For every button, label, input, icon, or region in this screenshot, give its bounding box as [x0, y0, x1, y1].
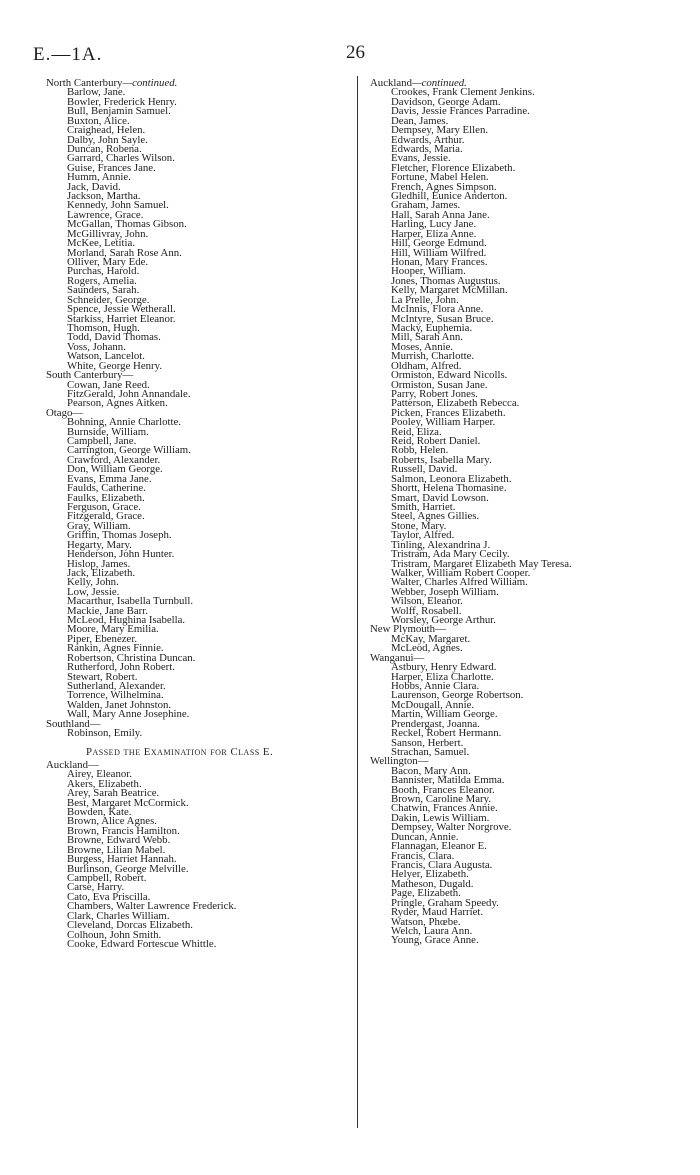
- candidate-name: Faulks, Elizabeth.: [67, 491, 145, 504]
- candidate-name: Wilson, Eleanor.: [391, 595, 463, 608]
- candidate-name: Reckel, Robert Hermann.: [391, 727, 502, 740]
- candidate-name: Cowan, Jane Reed.: [67, 378, 150, 391]
- candidate-name: Flannagan, Eleanor E.: [391, 840, 487, 853]
- candidate-name: Griffin, Thomas Joseph.: [67, 529, 172, 542]
- candidate-name: Crawford, Alexander.: [67, 453, 161, 466]
- candidate-name: Russell, David.: [391, 463, 458, 476]
- candidate-name: Jack, David.: [67, 180, 121, 193]
- candidate-name: Fortune, Mabel Helen.: [391, 171, 489, 184]
- candidate-name: Crookes, Frank Clement Jenkins.: [391, 86, 535, 99]
- candidate-name: Hislop, James.: [67, 557, 131, 570]
- candidate-name: Faulds, Catherine.: [67, 482, 146, 495]
- candidate-name: Evans, Jessie.: [391, 152, 451, 165]
- candidate-name: Rankin, Agnes Finnie.: [67, 642, 164, 655]
- candidate-name: Morland, Sarah Rose Ann.: [67, 246, 182, 259]
- candidate-name: Hall, Sarah Anna Jane.: [391, 208, 490, 221]
- candidate-name: Duncan, Robena.: [67, 142, 142, 155]
- candidate-name: Pooley, William Harper.: [391, 416, 496, 429]
- candidate-name: Gledhill, Eunice Anderton.: [391, 190, 508, 203]
- candidate-name: Robertson, Christina Duncan.: [67, 651, 196, 664]
- candidate-name: Bohning, Annie Charlotte.: [67, 416, 181, 429]
- candidate-name: Stone, Mary.: [391, 519, 447, 532]
- candidate-name: Barlow, Jane.: [67, 86, 126, 99]
- candidate-name: Salmon, Leonora Elizabeth.: [391, 472, 512, 485]
- candidate-name: Robb, Helen.: [391, 444, 449, 457]
- candidate-name: Henderson, John Hunter.: [67, 548, 175, 561]
- candidate-name: Stewart, Robert.: [67, 670, 138, 683]
- candidate-name: Bacon, Mary Ann.: [391, 764, 471, 777]
- candidate-name: Lawrence, Grace.: [67, 208, 144, 221]
- candidate-name: Ryder, Maud Harriet.: [391, 906, 484, 919]
- candidate-name: Mackie, Jane Barr.: [67, 604, 148, 617]
- candidate-name: Murrish, Charlotte.: [391, 350, 475, 363]
- right-column: [370, 79, 572, 946]
- candidate-name: Steel, Agnes Gillies.: [391, 510, 480, 523]
- candidate-name: Cato, Eva Priscilla.: [67, 890, 151, 903]
- candidate-name: Oldham, Alfred.: [391, 359, 462, 372]
- candidate-name: Davis, Jessie Frances Parradine.: [391, 105, 530, 118]
- candidate-name: Gray, William.: [67, 519, 131, 532]
- candidate-name: Ormiston, Edward Nicolls.: [391, 369, 508, 382]
- candidate-name: Colhoun, John Smith.: [67, 928, 162, 941]
- candidate-name: Harper, Eliza Anne.: [391, 227, 477, 240]
- column-divider: [357, 76, 358, 1128]
- region-name: Auckland: [370, 77, 412, 89]
- candidate-name: Chambers, Walter Lawrence Frederick.: [67, 900, 237, 913]
- candidate-name: Kennedy, John Samuel.: [67, 199, 169, 212]
- candidate-name: Rutherford, John Robert.: [67, 661, 175, 674]
- candidate-name: Jackson, Martha.: [67, 190, 141, 203]
- candidate-name: Jones, Thomas Augustus.: [391, 274, 501, 287]
- candidate-name: Starkiss, Harriet Eleanor.: [67, 312, 176, 325]
- candidate-name: Akers, Elizabeth.: [67, 777, 142, 790]
- candidate-name: Walden, Janet Johnston.: [67, 698, 172, 711]
- candidate-name: Matheson, Dugald.: [391, 877, 474, 890]
- candidate-name: Buxton, Alice.: [67, 114, 130, 127]
- candidate-name: McGallan, Thomas Gibson.: [67, 218, 187, 231]
- candidate-name: Dempsey, Walter Norgrove.: [391, 821, 512, 834]
- candidate-name: Hobbs, Annie Clara.: [391, 680, 480, 692]
- candidate-name: Todd, David Thomas.: [67, 331, 161, 344]
- candidate-name: Dean, James.: [391, 114, 449, 127]
- region-name: New Plymouth—: [370, 623, 446, 636]
- candidate-name: Browne, Lilian Mabel.: [67, 843, 166, 856]
- candidate-name: McLeod, Agnes.: [391, 642, 463, 655]
- candidate-name: McKee, Letitia.: [67, 237, 136, 250]
- candidate-name: Best, Margaret McCormick.: [67, 796, 189, 809]
- candidate-name: Roberts, Isabella Mary.: [391, 453, 492, 466]
- candidate-name: Tinling, Alexandrina J.: [391, 538, 491, 551]
- candidate-name: Worsley, George Arthur.: [391, 614, 496, 627]
- candidate-name: Airey, Eleanor.: [67, 768, 132, 781]
- candidate-name: McKay, Margaret.: [391, 632, 471, 645]
- candidate-name: Guise, Frances Jane.: [67, 161, 156, 174]
- candidate-name: Patterson, Elizabeth Rebecca.: [391, 397, 520, 410]
- candidate-name: FitzGerald, John Annandale.: [67, 387, 191, 400]
- region-name: South Canterbury—: [46, 369, 134, 382]
- candidate-name: Hill, George Edmund.: [391, 237, 487, 250]
- candidate-name: Dalby, John Sayle.: [67, 133, 148, 146]
- candidate-name: Tristram, Ada Mary Cecily.: [391, 548, 510, 561]
- candidate-name: Edwards, Maria.: [391, 142, 463, 155]
- candidate-name: Helyer, Elizabeth.: [391, 868, 469, 881]
- candidate-name: McGillivray, John.: [67, 227, 149, 240]
- candidate-name: Bowden, Kate.: [67, 806, 132, 819]
- document-series: E.—1A.: [33, 44, 103, 65]
- candidate-name: Saunders, Sarah.: [67, 284, 140, 297]
- region-continued: —continued.: [122, 77, 178, 89]
- candidate-name: Bannister, Matilda Emma.: [391, 774, 505, 787]
- candidate-name: Astbury, Henry Edward.: [391, 661, 497, 674]
- candidate-name: Hegarty, Mary.: [67, 538, 132, 551]
- region-name: Wanganui—: [370, 651, 425, 664]
- candidate-name: Rogers, Amelia.: [67, 274, 137, 287]
- candidate-name: Mill, Sarah Ann.: [391, 331, 463, 344]
- candidate-name: Macky, Euphemia.: [391, 321, 473, 334]
- candidate-name: Burnside, William.: [67, 425, 149, 438]
- candidate-name: Campbell, Jane.: [67, 435, 137, 448]
- candidate-name: Harper, Eliza Charlotte.: [391, 670, 494, 683]
- candidate-name: Robinson, Emily.: [67, 727, 143, 740]
- candidate-name: Wall, Mary Anne Josephine.: [67, 708, 190, 721]
- candidate-name: Hooper, William.: [391, 265, 466, 278]
- candidate-name: Burgess, Harriet Hannah.: [67, 853, 177, 866]
- candidate-name: Reid, Robert Daniel.: [391, 435, 481, 448]
- region-name: Auckland—: [46, 758, 99, 771]
- candidate-name: Edwards, Arthur.: [391, 133, 465, 146]
- candidate-name: Bowler, Frederick Henry.: [67, 95, 177, 108]
- candidate-name: Honan, Mary Frances.: [391, 256, 488, 269]
- candidate-name: Carrington, George William.: [67, 444, 191, 457]
- candidate-name: Piper, Ebenezer.: [67, 632, 138, 645]
- candidate-name: Browne, Edward Webb.: [67, 834, 171, 847]
- candidate-name: Sutherland, Alexander.: [67, 680, 166, 692]
- candidate-name: McIntyre, Susan Bruce.: [391, 312, 494, 325]
- candidate-name: Watson, Lancelot.: [67, 350, 145, 363]
- candidate-name: Prendergast, Joanna.: [391, 717, 480, 730]
- candidate-name: La Prelle, John.: [391, 293, 459, 306]
- candidate-name: Don, William George.: [67, 463, 163, 476]
- candidate-name: Kelly, John.: [67, 576, 119, 589]
- candidate-name: Booth, Frances Eleanor.: [391, 783, 495, 796]
- candidate-name: Humm, Annie.: [67, 171, 131, 184]
- candidate-name: Tristram, Margaret Elizabeth May Teresa.: [391, 557, 572, 570]
- candidate-name: Walter, Charles Alfred William.: [391, 576, 528, 589]
- candidate-name: Dempsey, Mary Ellen.: [391, 124, 489, 137]
- candidate-name: Purchas, Harold.: [67, 265, 140, 278]
- region-name: Otago—: [46, 406, 84, 419]
- candidate-name: Olliver, Mary Ede.: [67, 256, 149, 269]
- candidate-name: Page, Elizabeth.: [391, 887, 461, 900]
- candidate-name: Harling, Lucy Jane.: [391, 218, 477, 231]
- candidate-name: Taylor, Alfred.: [391, 529, 455, 542]
- candidate-name: McDougall, Annie.: [391, 698, 475, 711]
- region-continued: —continued.: [411, 77, 467, 89]
- candidate-name: Spence, Jessie Wetherall.: [67, 303, 176, 316]
- candidate-name: Brown, Caroline Mary.: [391, 793, 492, 806]
- candidate-name: Duncan, Annie.: [391, 830, 459, 843]
- candidate-name: Picken, Frances Elizabeth.: [391, 406, 506, 419]
- candidate-name: Bull, Benjamin Samuel.: [67, 105, 171, 118]
- region-name: Southland—: [46, 717, 101, 730]
- candidate-name: Dakin, Lewis William.: [391, 811, 490, 824]
- region-name: Wellington—: [370, 755, 429, 768]
- candidate-name: Parry, Robert Jones.: [391, 387, 478, 400]
- candidate-name: Welch, Laura Ann.: [391, 924, 473, 937]
- candidate-name: Francis, Clara.: [391, 849, 455, 862]
- candidate-name: Kelly, Margaret McMillan.: [391, 284, 508, 297]
- candidate-name: Craighead, Helen.: [67, 124, 146, 137]
- candidate-name: Laurenson, George Robertson.: [391, 689, 524, 702]
- candidate-name: Schneider, George.: [67, 293, 150, 306]
- candidate-name: Ormiston, Susan Jane.: [391, 378, 488, 391]
- candidate-name: Reid, Eliza.: [391, 425, 442, 438]
- candidate-name: Young, Grace Anne.: [391, 934, 479, 947]
- candidate-name: Jack, Elizabeth.: [67, 566, 136, 579]
- candidate-name: White, George Henry.: [67, 359, 163, 372]
- candidate-name: Thomson, Hugh.: [67, 321, 140, 334]
- candidate-name: Pringle, Graham Speedy.: [391, 896, 499, 909]
- candidate-name: Sanson, Herbert.: [391, 736, 464, 749]
- candidate-name: Campbell, Robert.: [67, 872, 147, 885]
- candidate-name: Garrard, Charles Wilson.: [67, 152, 175, 165]
- candidate-name: Carse, Harry.: [67, 881, 125, 894]
- candidate-name: Torrence, Wilhelmina.: [67, 689, 164, 702]
- page-number: 26: [346, 42, 365, 63]
- candidate-name: Graham, James.: [391, 199, 461, 212]
- candidate-name: McLeod, Hughina Isabella.: [67, 614, 186, 627]
- candidate-name: Hill, William Wilfred.: [391, 246, 487, 259]
- candidate-name: Fitzgerald, Grace.: [67, 510, 145, 523]
- candidate-name: Walker, William Robert Cooper.: [391, 566, 531, 579]
- candidate-name: Moore, Mary Emilia.: [67, 623, 159, 636]
- region-name: North Canterbury: [46, 77, 123, 89]
- candidate-name: Strachan, Samuel.: [391, 745, 470, 758]
- candidate-name: Chatwin, Frances Annie.: [391, 802, 498, 815]
- candidate-name: Fletcher, Florence Elizabeth.: [391, 161, 516, 174]
- section-heading: Passed the Examination for Class E.: [86, 745, 274, 758]
- candidate-name: Brown, Alice Agnes.: [67, 815, 157, 828]
- candidate-name: Clark, Charles William.: [67, 909, 170, 922]
- candidate-name: Low, Jessie.: [67, 585, 120, 598]
- candidate-name: French, Agnes Simpson.: [391, 180, 497, 193]
- candidate-name: Wolff, Rosabell.: [391, 604, 462, 617]
- candidate-name: Francis, Clara Augusta.: [391, 859, 493, 872]
- candidate-name: Pearson, Agnes Aitken.: [67, 397, 168, 410]
- candidate-name: Arey, Sarah Beatrice.: [67, 787, 160, 800]
- candidate-name: Davidson, George Adam.: [391, 95, 501, 108]
- left-column: [46, 79, 273, 949]
- candidate-name: Watson, Phœbe.: [391, 915, 461, 928]
- candidate-name: Ferguson, Grace.: [67, 500, 141, 513]
- candidate-name: Shortt, Helena Thomasine.: [391, 482, 507, 495]
- candidate-name: Martin, William George.: [391, 708, 498, 721]
- candidate-name: Burlinson, George Melville.: [67, 862, 189, 875]
- candidate-name: Cleveland, Dorcas Elizabeth.: [67, 919, 193, 932]
- candidate-name: Brown, Francis Hamilton.: [67, 824, 180, 837]
- candidate-name: Voss, Johann.: [67, 340, 126, 353]
- candidate-name: Webber, Joseph William.: [391, 585, 499, 598]
- candidate-name: McInnis, Flora Anne.: [391, 303, 484, 316]
- candidate-name: Cooke, Edward Fortescue Whittle.: [67, 937, 217, 950]
- candidate-name: Moses, Annie.: [391, 340, 454, 353]
- candidate-name: Smart, David Lowson.: [391, 491, 489, 504]
- candidate-name: Evans, Emma Jane.: [67, 472, 152, 485]
- candidate-name: Smith, Harriet.: [391, 500, 456, 513]
- candidate-name: Macarthur, Isabella Turnbull.: [67, 595, 194, 608]
